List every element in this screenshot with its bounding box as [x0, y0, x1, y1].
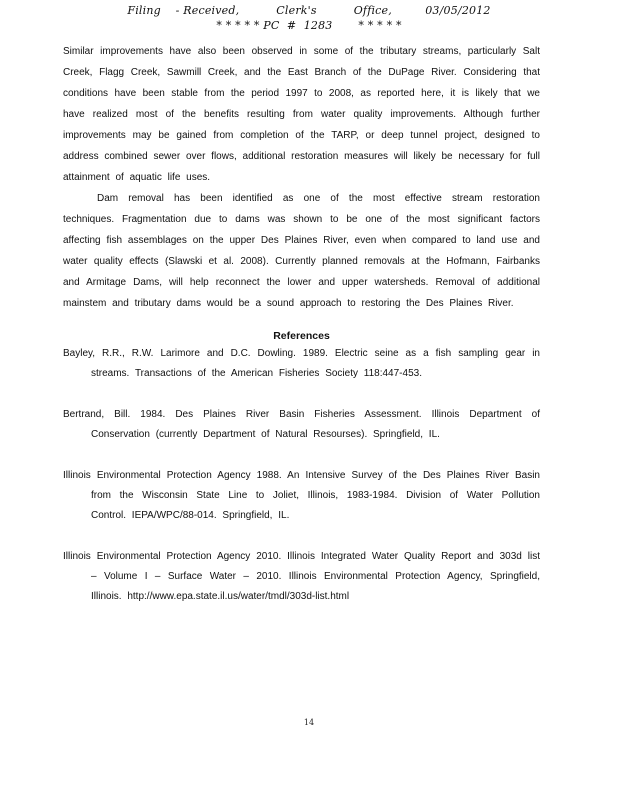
- reference-item: Illinois Environmental Protection Agency 1988. An Intensive Survey of the Des Plaines River Basin from the Wisconsin State Line to Joliet, Illinois, 1983-1984. Division of Water Pollution Control. IEPA/WPC/88-014. Springfield, IL.: [63, 470, 540, 521]
- document-body: [63, 41, 540, 607]
- reference-item: Illinois Environmental Protection Agency 2010. Illinois Integrated Water Quality Report and 303d list – Volume I – Surface Water – 2010. Illinois Environmental Protection Agency, Springfield, Illinois. http://www.epa.state.il.us/water/tmdl/303d-list.html: [63, 551, 540, 602]
- body-paragraphs: [63, 41, 540, 314]
- paragraph-tributary-improvements: Similar improvements have also been observed in some of the tributary streams, particularly Salt Creek, Flagg Creek, Sawmill Creek, and the East Branch of the DuPage River. Considering that conditions have been stable from the period 1997 to 2008, as reported here, it is likely that we have realized most of the benefits resulting from water quality improvements. Although further improvements may be gained from completion of the TARP, or deep tunnel project, designed to address combined sewer over flows, additional restoration measures will likely be necessary for full attainment of aquatic life uses.: [63, 46, 540, 183]
- references-list: [63, 344, 540, 607]
- references-heading: References: [273, 330, 330, 342]
- paragraph-dam-removal: Dam removal has been identified as one of the most effective stream restoration techniques. Fragmentation due to dams was shown to be one of the most significant factors affecting fish assemblages on the upper Des Plaines River, even when compared to land use and water quality effects (Slawski et al. 2008). Currently planned removals at the Hofmann, Fairbanks and Armitage Dams, will help reconnect the lower and upper watersheds. Removal of additional mainstem and tributary dams would be a sound approach to restoring the Des Plaines River.: [63, 193, 540, 309]
- filing-stamp-line2: * * * * * PC # 1283 * * * * *: [216, 19, 402, 32]
- page-number: 14: [303, 718, 315, 727]
- reference-item: Bertrand, Bill. 1984. Des Plaines River Basin Fisheries Assessment. Illinois Department of Conservation (currently Department of Natural Resourses). Springfield, IL.: [63, 409, 540, 440]
- reference-item: Bayley, R.R., R.W. Larimore and D.C. Dowling. 1989. Electric seine as a fish sampling gear in streams. Transactions of the American Fisheries Society 118:447-453.: [63, 348, 540, 379]
- filing-stamp-line1: Filing - Received, Clerk's Office, 03/05/2012: [127, 4, 491, 17]
